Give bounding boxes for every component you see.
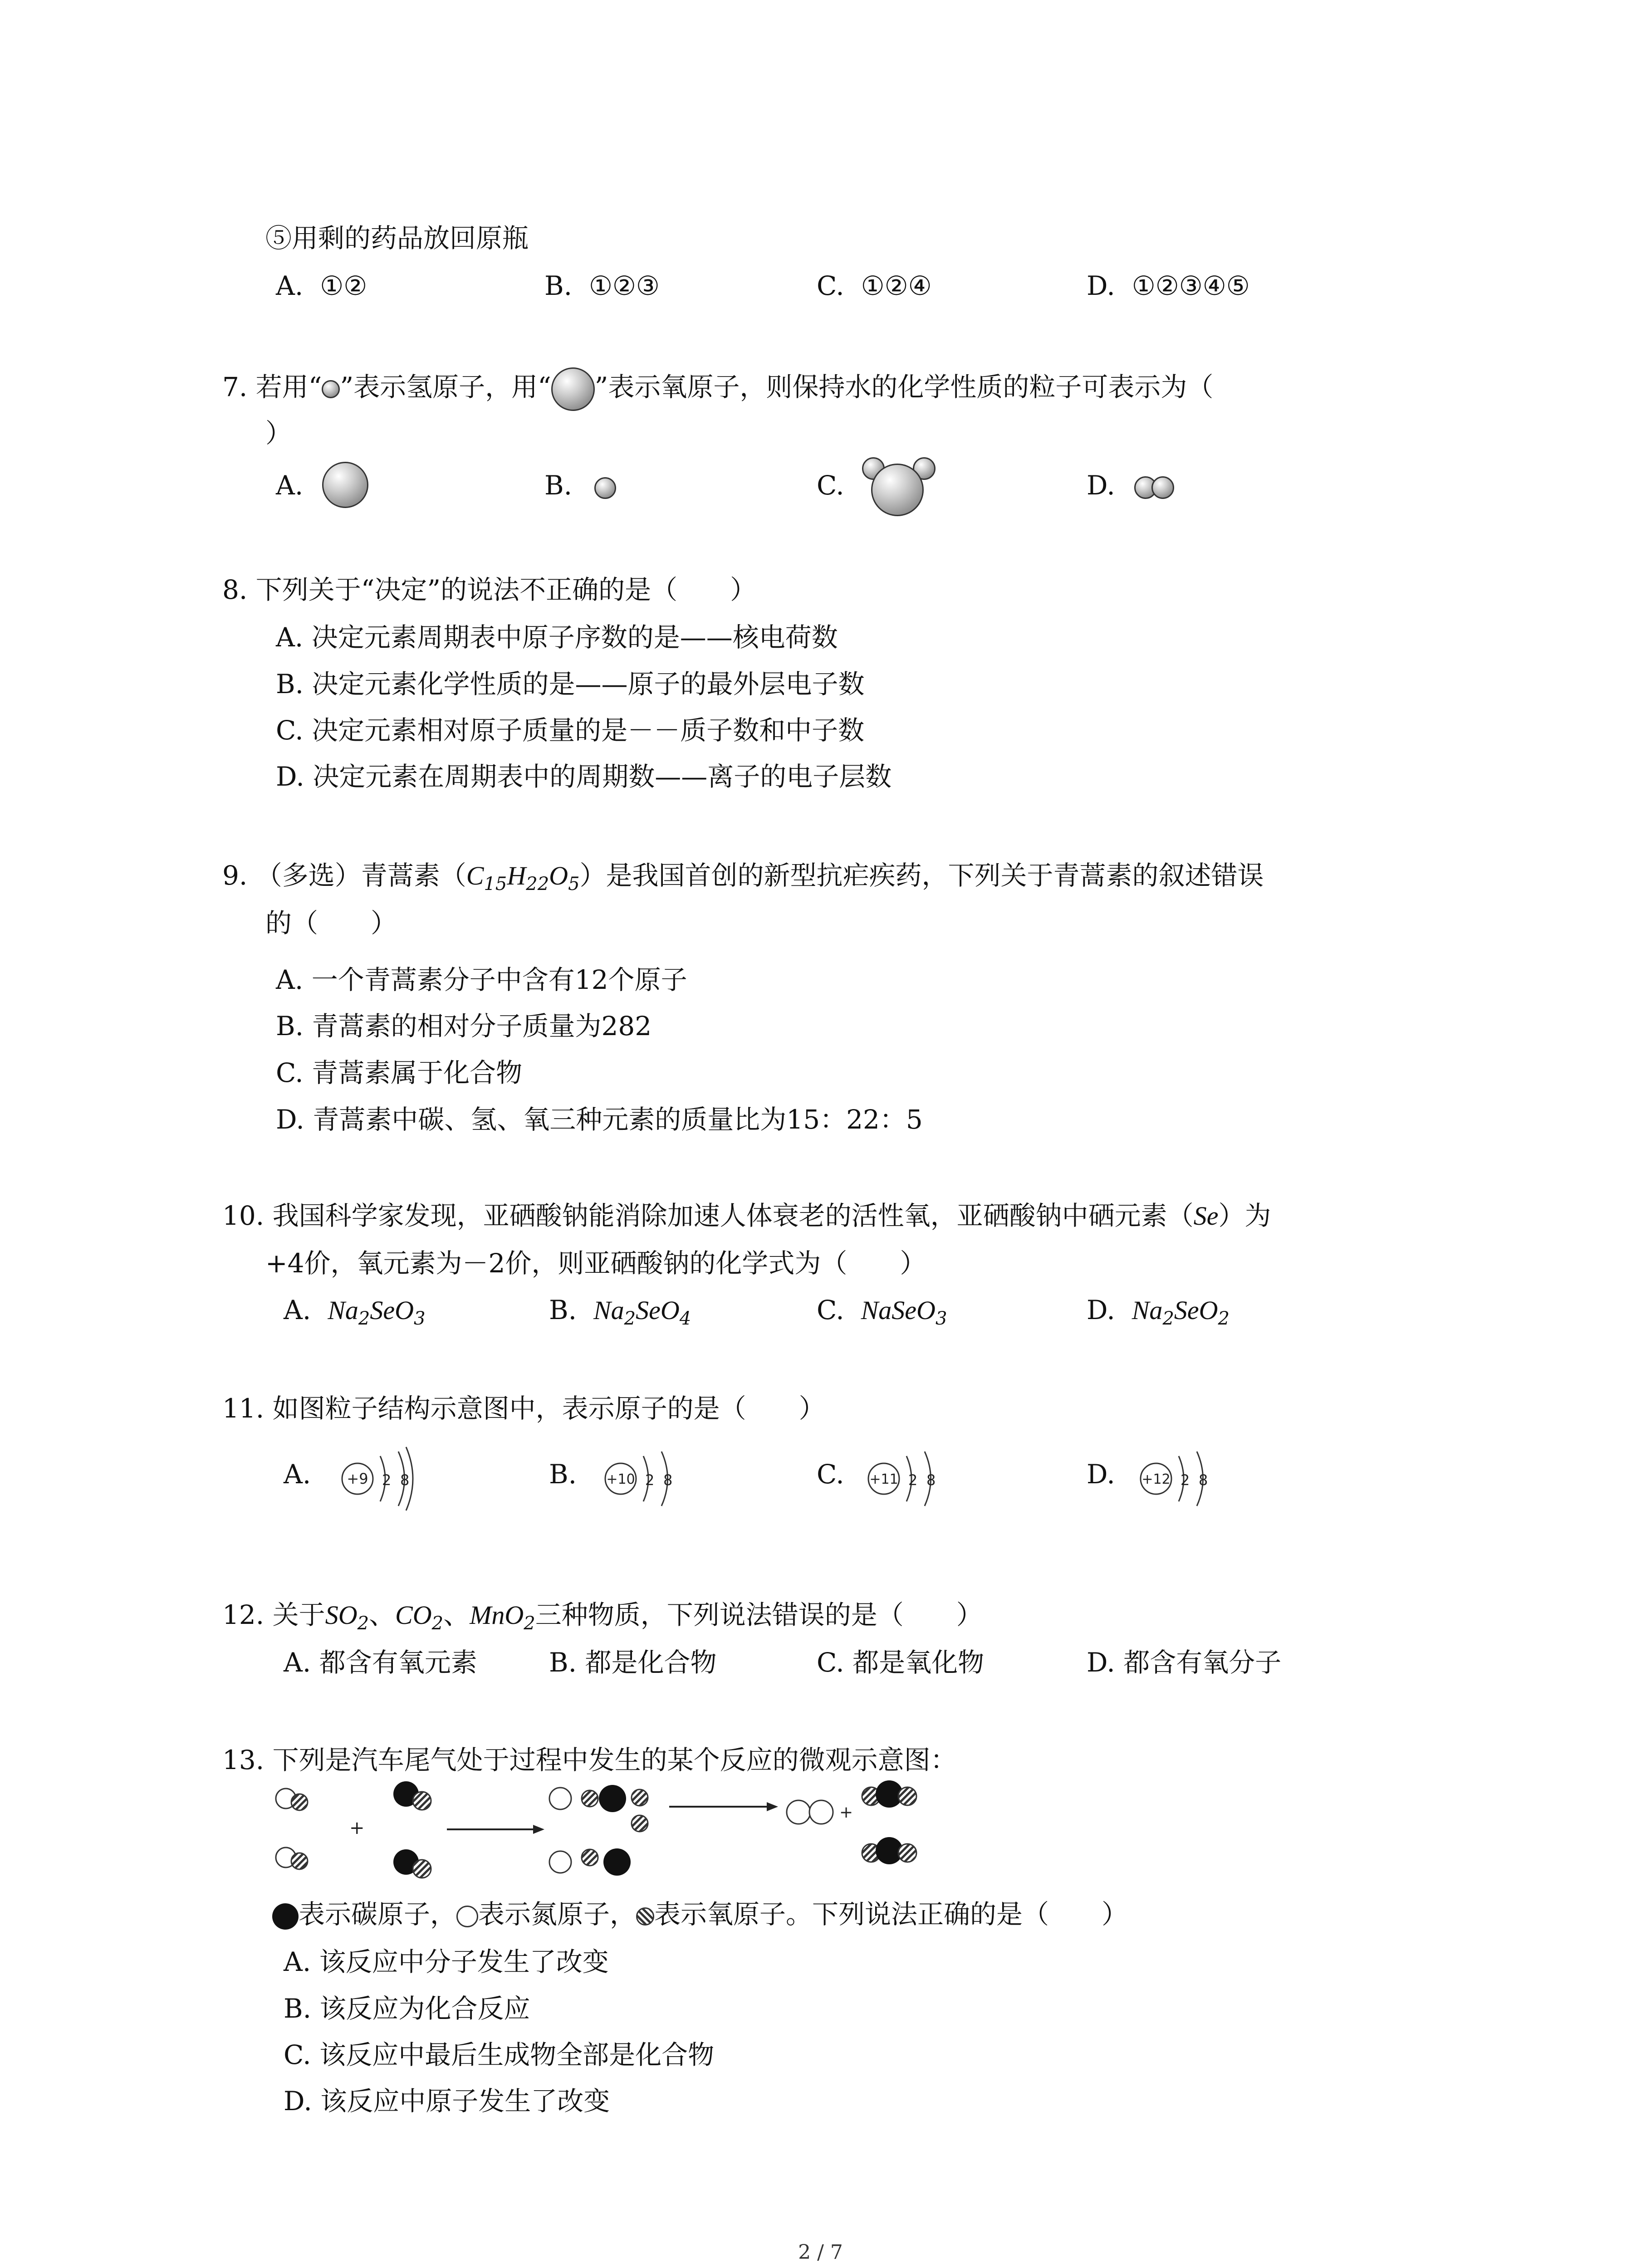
q12-stem: 12. 关于$SO_2$、$CO_2$、MnO$_2$三种物质，下列说法错误的是（ ） xyxy=(222,1599,983,1634)
q13-no-molecule-2 xyxy=(276,1848,308,1869)
q13-co2-molecule-2 xyxy=(862,1837,916,1864)
q10-option-c: C. NaSeO$_3$ xyxy=(817,1295,947,1329)
q7-option-c: C. xyxy=(817,470,844,501)
q10-stem: 10. 我国科学家发现，亚硒酸钠能消除加速人体衰老的活性氧，亚硒酸钠中硒元素（Se）为 xyxy=(222,1200,1271,1231)
q7-option-b: B. xyxy=(544,470,573,501)
q8-stem: 8. 下列关于“决定”的说法不正确的是（ ） xyxy=(222,574,757,605)
svg-text:8: 8 xyxy=(400,1471,410,1489)
q9-option-b: B. 青蒿素的相对分子质量为282 xyxy=(276,1011,652,1041)
q12-option-a: A. 都含有氧元素 xyxy=(284,1647,477,1678)
svg-text:2: 2 xyxy=(382,1471,392,1489)
q7-option-d: D. xyxy=(1087,470,1115,501)
q7-option-d-hydrogen-molecule-icon xyxy=(1134,476,1180,499)
svg-text:8: 8 xyxy=(663,1471,673,1489)
q12-option-c: C. 都是氧化物 xyxy=(817,1647,985,1678)
page-number: 2 / 7 xyxy=(798,2241,843,2264)
q7-option-c-water-molecule-icon xyxy=(862,457,939,516)
svg-text:+: + xyxy=(839,1803,853,1822)
q11-option-c-atom-diagram xyxy=(857,1438,953,1520)
q9-stem-cont: 的（ ） xyxy=(265,908,397,938)
q8-option-a: A. 决定元素周期表中原子序数的是——核电荷数 xyxy=(276,622,838,653)
svg-text:+9: +9 xyxy=(347,1470,368,1487)
q10-option-b: B. $Na_2SeO_4$ xyxy=(549,1295,691,1329)
q6-option-a: A. ①② xyxy=(276,270,367,301)
svg-text:+10: +10 xyxy=(606,1471,635,1487)
q7-option-a: A. xyxy=(276,470,304,501)
svg-text:2: 2 xyxy=(908,1471,918,1489)
q11-option-a: A. xyxy=(284,1459,311,1490)
svg-text:8: 8 xyxy=(926,1471,936,1489)
q9-option-a: A. 一个青蒿素分子中含有12个原子 xyxy=(276,964,687,995)
q10-option-a: A. $Na_2SeO_3$ xyxy=(284,1295,426,1329)
q8-option-b: B. 决定元素化学性质的是——原子的最外层电子数 xyxy=(276,669,865,699)
q12-option-d: D. 都含有氧分子 xyxy=(1087,1647,1282,1678)
svg-text:+12: +12 xyxy=(1141,1471,1171,1487)
q13-option-a: A. 该反应中分子发生了改变 xyxy=(284,1946,609,1977)
q7-option-b-hydrogen-atom-icon xyxy=(594,477,616,499)
oxygen-atom-hatched-icon xyxy=(636,1907,654,1926)
svg-text:2: 2 xyxy=(645,1471,655,1489)
q7-stem: 7. 若用“ ”表示氢原子，用“ ”表示氧原子，则保持水的化学性质的粒子可表示为（ xyxy=(222,367,1213,411)
q11-option-b: B. xyxy=(549,1459,577,1490)
q13-co2-molecule-1 xyxy=(862,1780,916,1808)
svg-text:2: 2 xyxy=(1181,1471,1190,1489)
q11-stem: 11. 如图粒子结构示意图中，表示原子的是（ ） xyxy=(222,1393,825,1424)
q11-option-a-atom-diagram xyxy=(331,1438,426,1520)
q13-no-molecule-1 xyxy=(276,1789,308,1810)
q13-reaction-diagram xyxy=(272,1780,962,1898)
q12-option-b: B. 都是化合物 xyxy=(549,1647,717,1678)
q8-option-d: D. 决定元素在周期表中的周期数——离子的电子层数 xyxy=(276,761,892,792)
q13-stem: 13. 下列是汽车尾气处于过程中发生的某个反应的微观示意图： xyxy=(222,1745,957,1775)
q7-option-a-oxygen-atom-icon xyxy=(322,462,368,508)
q13-option-c: C. 该反应中最后生成物全部是化合物 xyxy=(284,2039,715,2070)
q9-option-d: D. 青蒿素中碳、氢、氧三种元素的质量比为15：22：5 xyxy=(276,1104,923,1135)
q11-option-b-atom-diagram xyxy=(594,1438,690,1520)
q6-option-b: B. ①②③ xyxy=(544,270,660,301)
q9-stem: 9. （多选）青蒿素$(C_{15}H_{22}O_5)$是我国首创的新型抗疟疾药，下列关于青蒿素的叙述错误 xyxy=(222,860,1264,894)
q13-n2-molecule xyxy=(787,1800,833,1824)
q7-stem-cont: ） xyxy=(265,418,292,449)
oxygen-atom-icon xyxy=(551,367,595,411)
q6-option-c: C. ①②④ xyxy=(817,270,932,301)
svg-text:+11: +11 xyxy=(869,1471,898,1487)
q6-option-d: D. ①②③④⑤ xyxy=(1087,270,1250,301)
hydrogen-atom-icon xyxy=(322,380,340,398)
q11-option-d-atom-diagram xyxy=(1130,1438,1225,1520)
q11-option-d: D. xyxy=(1087,1459,1115,1490)
q13-legend: 表示碳原子， 表示氮原子， 表示氧原子。下列说法正确的是（ ） xyxy=(272,1896,1128,1932)
q8-option-c: C. 决定元素相对原子质量的是－－质子数和中子数 xyxy=(276,715,865,746)
q10-option-d: D. $Na_2SeO_2$ xyxy=(1087,1295,1230,1329)
carbon-atom-icon xyxy=(272,1903,299,1930)
svg-text:8: 8 xyxy=(1199,1471,1208,1489)
q13-co-molecule-1 xyxy=(393,1781,431,1810)
q6-item-5: ⑤用剩的药品放回原瓶 xyxy=(265,223,529,254)
q11-option-c: C. xyxy=(817,1459,844,1490)
q13-option-d: D. 该反应中原子发生了改变 xyxy=(284,2086,610,2116)
q10-stem-cont: +4价，氧元素为－2价，则亚硒酸钠的化学式为（ ） xyxy=(265,1248,926,1279)
nitrogen-atom-icon xyxy=(456,1906,478,1927)
svg-text:+: + xyxy=(349,1818,365,1838)
q9-option-c: C. 青蒿素属于化合物 xyxy=(276,1057,523,1088)
q13-co-molecule-2 xyxy=(393,1849,431,1878)
q13-option-b: B. 该反应为化合反应 xyxy=(284,1993,530,2024)
